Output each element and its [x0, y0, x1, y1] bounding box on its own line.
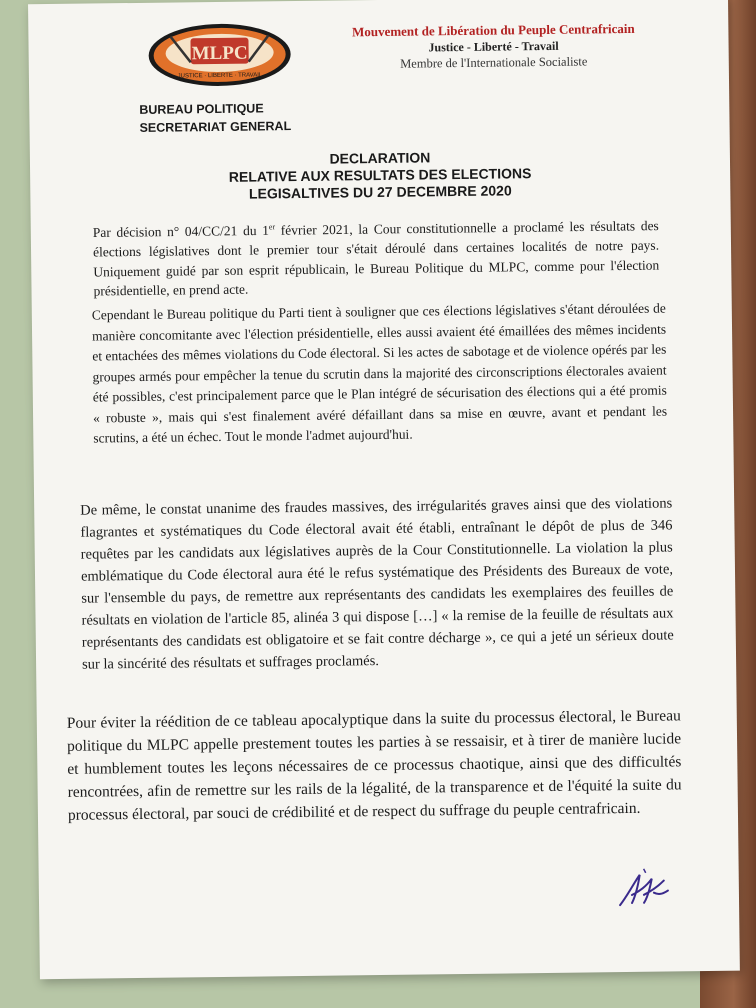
letterhead [328, 21, 659, 73]
affiliation: Membre de l'Internationale Socialiste [400, 54, 588, 71]
handwritten-signature [614, 864, 675, 915]
paragraph-2: Cependant le Bureau politique du Parti tient à souligner que ces élections législatives s'étant déroulées de manière concomitante avec l'élection présidentielle, elles aussi avaient été émaillées des mêmes incidents et entachées des mêmes violations du Code électoral. Si les actes de sabotage et de violence opérés par les groupes armés pour empêcher la tenue du scrutin dans la majorité des circonscriptions électorales avaient été possibles, c'est principalement parce que le Plan intégré de sécurisation des élections qui a été promis « robuste », mais qui s'est finalement avéré défaillant dans sa mise en œuvre, avant et pendant les scrutins, a été un échec. Tout le monde l'admet aujourd'hui. [91, 300, 668, 446]
title-line-2: RELATIVE AUX RESULTATS DES ELECTIONS [228, 165, 532, 185]
ordinal-suffix: er [268, 222, 276, 232]
document-page [28, 0, 740, 979]
sender-block [139, 99, 291, 137]
title-line-3: LEGISALTIVES DU 27 DECEMBRE 2020 [248, 182, 512, 202]
mlpc-logo [146, 21, 293, 89]
title-line-1: DECLARATION [329, 149, 431, 167]
logo-text: MLPC [191, 42, 248, 65]
document-title [120, 147, 641, 204]
paragraph-1-rest: février 2021, la Cour constitutionnelle a proclamé les résultats des élections législatives dont le premier tour s'était déroulé dans certaines localités de notre pays. Uniquement guidé par son esprit républicain, le Bureau Politique du MLPC, comme pour l'élection présidentielle, en prend acte. [92, 218, 660, 299]
paragraph-1-start: Par décision n° 04/CC/21 du 1 [92, 222, 269, 241]
organization-motto: Justice - Liberté - Travail [428, 38, 559, 55]
logo-motto: JUSTICE · LIBERTE · TRAVAIL [177, 72, 263, 80]
paragraph-4: Pour éviter la réédition de ce tableau apocalyptique dans la suite du processus électoral, le Bureau politique du MLPC appelle prestement toutes les parties à se ressaisir, et à tirer de manière lucide et humblement toutes les leçons nécessaires de ce processus chaotique, ainsi que des difficultés rencontrées, afin de remettre sur les rails de la légalité, de la transparence et de l'équité la suite du processus électoral, par souci de crédibilité et de respect du suffrage du peuple centrafricain. [66, 707, 682, 824]
organization-name: Mouvement de Libération du Peuple Centrafricain [351, 20, 635, 40]
secretariat-line: SECRETARIAT GENERAL [139, 119, 292, 135]
paragraph-3: De même, le constat unanime des fraudes massives, des irrégularités graves ainsi que des violations flagrantes et systématiques du Code électoral avait été établi, entraînant le dépôt de plus de 346 requêtes par les candidats aux législatives auprès de la Cour Constitutionnelle. La violation la plus emblématique du Code électoral aura été le refus systématique des Présidents des Bureaux de vote, sur l'ensemble du pays, de remettre aux représentants des candidats les exemplaires des feuilles de résultats en violation de l'article 85, alinéa 3 qui dispose […] « la remise de la feuille de résultats aux représentants des candidats est obligatoire et se fait contre décharge », ce qui a jeté un sérieux doute sur la sincérité des résultats et suffrages proclamés. [80, 495, 674, 673]
paragraph-1 [93, 213, 660, 301]
bureau-line: BUREAU POLITIQUE [139, 101, 264, 117]
